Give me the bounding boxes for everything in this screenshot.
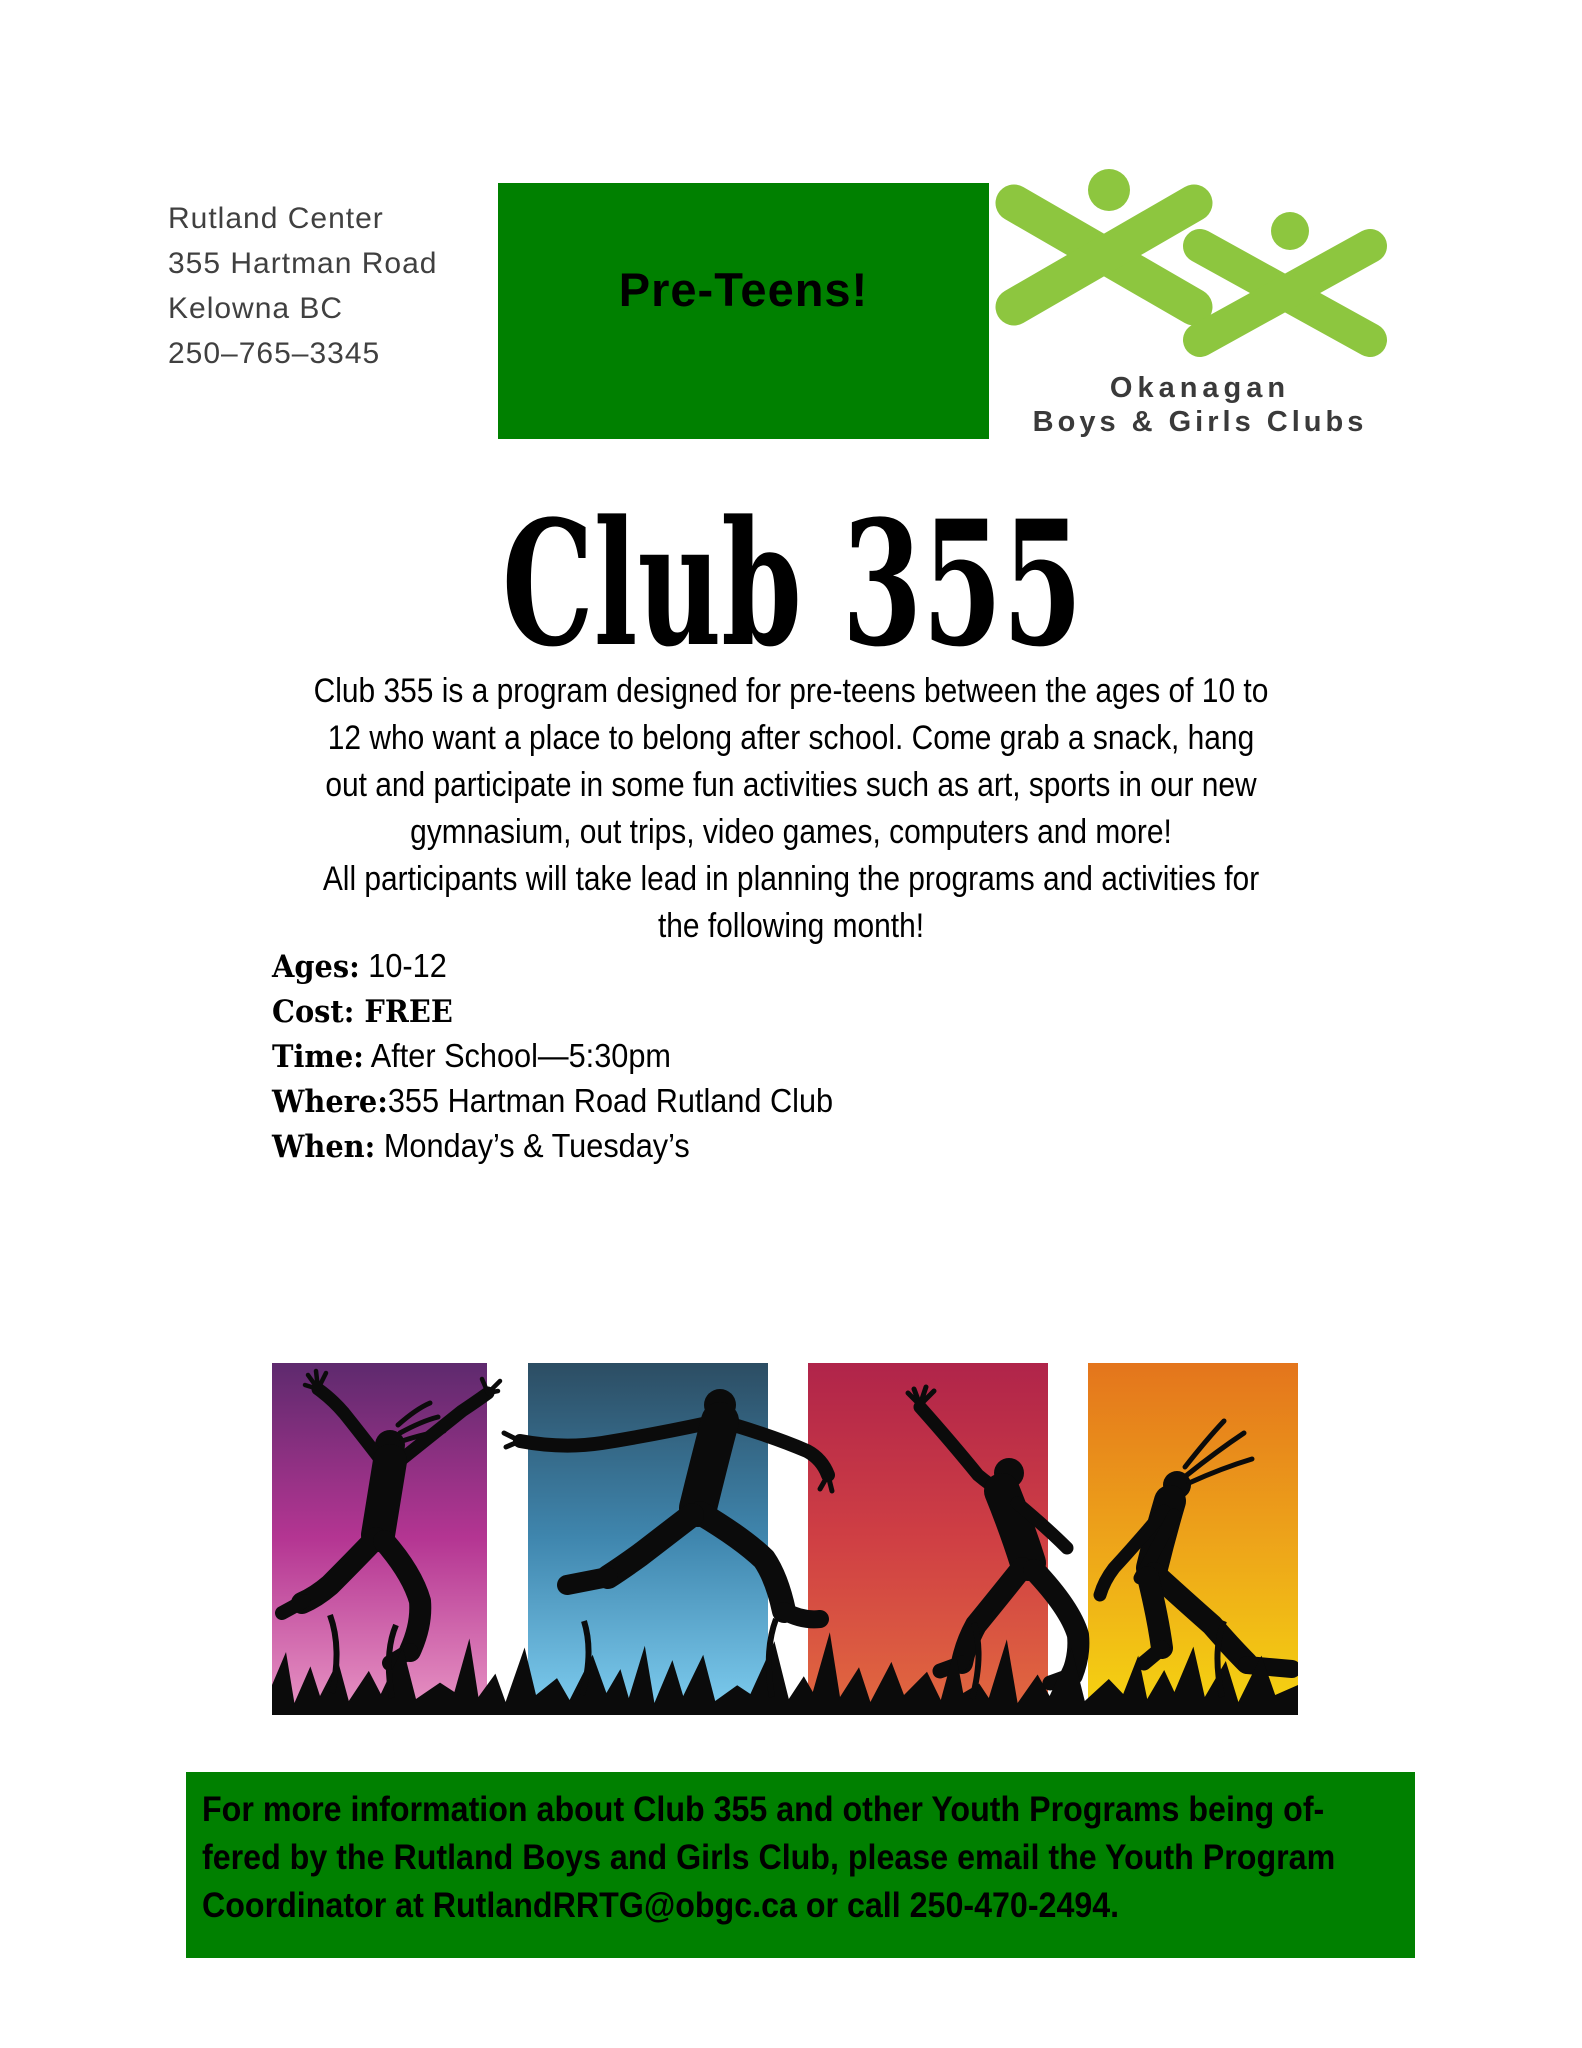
address-line: Rutland Center [168, 202, 384, 235]
jumping-teens-photo [272, 1363, 1298, 1720]
description-line: All participants will take lead in planning the programs and activities for [322, 860, 1260, 898]
detail-label: Ages: [272, 949, 360, 985]
detail-value: After School—5:30pm [363, 1037, 671, 1074]
detail-label: Where: [272, 1084, 388, 1120]
detail-value: 10-12 [359, 947, 447, 984]
org-logo [982, 168, 1418, 439]
footer-banner-line: fered by the Rutland Boys and Girls Club, please email the Youth Program [202, 1838, 1336, 1877]
address-line: Kelowna BC [168, 292, 344, 325]
program-description [253, 668, 1328, 950]
boys-girls-clubs-logo-icon [982, 168, 1418, 360]
detail-value: 355 Hartman Road Rutland Club [387, 1082, 834, 1119]
description-line: the following month! [657, 907, 925, 945]
address-block [168, 196, 437, 376]
detail-label: Cost: [272, 994, 355, 1030]
jumping-teens-illustration [272, 1363, 1298, 1720]
description-line: out and participate in some fun activities such as art, sports in our new [325, 766, 1257, 804]
address-line: 250–765–3345 [168, 337, 381, 370]
page-title: Club 355 [502, 482, 1083, 685]
org-name-line2: Boys & Girls Clubs [1032, 406, 1368, 438]
program-banner [498, 183, 989, 439]
address-line: 355 Hartman Road [168, 247, 438, 280]
detail-row [272, 989, 833, 1034]
detail-row [272, 1034, 833, 1079]
detail-row [272, 944, 833, 989]
footer-banner-line: For more information about Club 355 and other Youth Programs being of- [202, 1790, 1325, 1829]
detail-row [272, 1124, 833, 1169]
org-logo-text [982, 371, 1418, 439]
footer-banner [186, 1772, 1415, 1958]
org-name-line1: Okanagan [1109, 372, 1291, 404]
detail-label: Time: [272, 1039, 364, 1075]
detail-value: FREE [354, 994, 453, 1030]
detail-label: When: [272, 1129, 376, 1165]
footer-banner-text [186, 1772, 1415, 1930]
description-line: Club 355 is a program designed for pre-teens between the ages of 10 to [313, 672, 1269, 710]
description-line: gymnasium, out trips, video games, computers and more! [410, 813, 1172, 851]
description-line: 12 who want a place to belong after school. Come grab a snack, hang [327, 719, 1255, 757]
program-banner-label: Pre-Teens! [618, 262, 869, 316]
detail-value: Monday’s & Tuesday’s [375, 1127, 690, 1164]
detail-row [272, 1079, 833, 1124]
program-details [272, 944, 875, 1169]
footer-banner-line: Coordinator at RutlandRRTG@obgc.ca or call 250-470-2494. [202, 1886, 1120, 1925]
